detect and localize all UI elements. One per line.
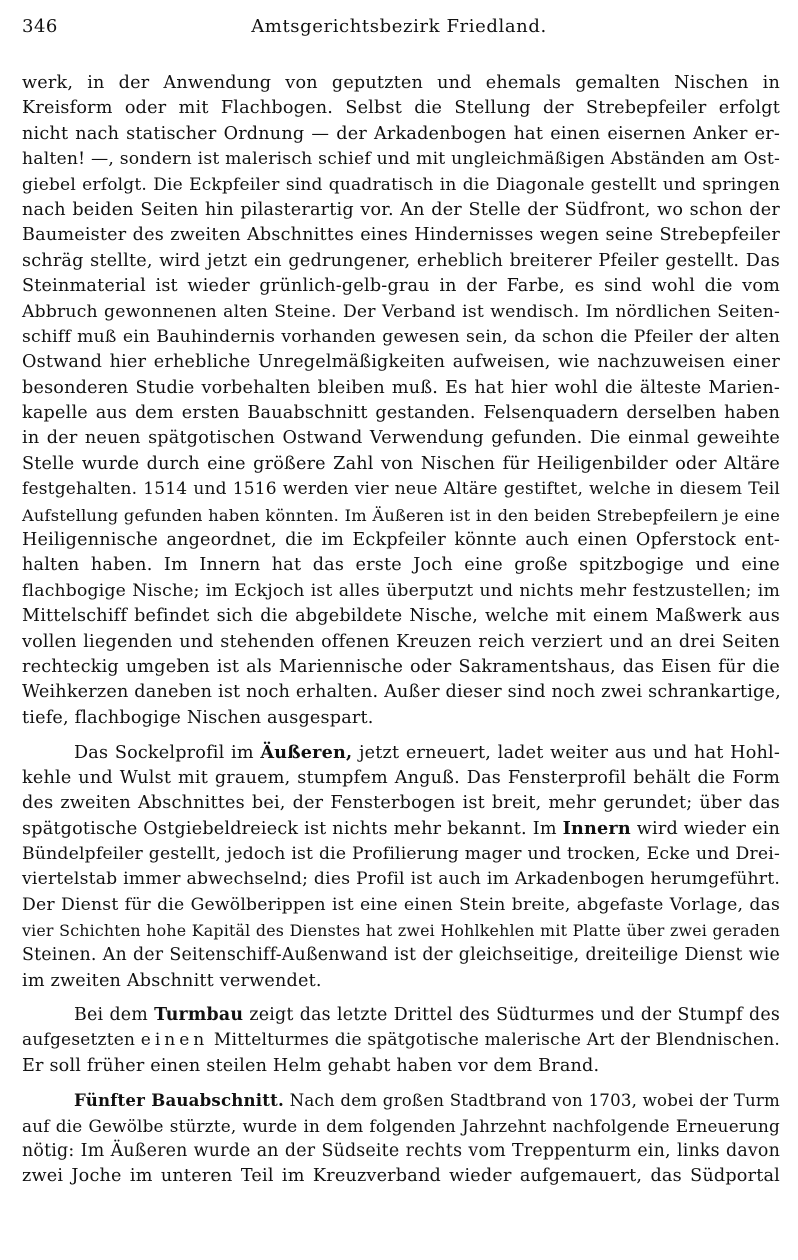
emphasis-innern: Innern [562,818,631,840]
text-line: nach beiden Seiten hin pilasterartig vor. An der Stelle der Südfront, wo schon der [22,199,780,220]
text-run: Nach dem großen Stadtbrand von 1703, wobei der Turm [284,1091,780,1111]
text-line: Steinen. An der Seitenschiff-Außenwand ist der gleichseitige, dreiteilige Dienst wie [22,945,780,966]
text-line: Mittelschiff befindet sich die abgebildete Nische, welche mit einem Maßwerk aus [22,606,780,627]
text-run: jetzt erneuert, ladet weiter aus und hat Hohl- [352,743,780,764]
text-line: Er soll früher einen steilen Helm gehabt haben vor dem Brand. [22,1055,600,1076]
text-line: Aufstellung gefunden haben könnten. Im Äußeren ist in den beiden Strebepfeilern je eine [22,505,780,525]
page-number: 346 [22,16,58,37]
text-run: Bei dem [74,1005,155,1026]
text-line: Ostwand hier erhebliche Unregelmäßigkeiten aufweisen, wie nachzuweisen einer [22,352,780,373]
text-line: Kreisform oder mit Flachbogen. Selbst die Stellung der Strebepfeiler erfolgt [22,98,780,119]
text-line [22,1028,780,1053]
text-line: schiff muß ein Bauhindernis vorhanden gewesen sein, da schon die Pfeiler der alten [22,326,780,347]
text-line: auf die Gewölbe stürzte, wurde in dem folgenden Jahrzehnt nachfolgende Erneuerung [22,1115,780,1136]
text-line: kehle und Wulst mit grauem, stumpfem Anguß. Das Fensterprofil behält die Form [22,767,780,788]
text-line: Der Dienst für die Gewölberippen ist eine einen Stein breite, abgefaste Vorlage, das [22,894,780,915]
page-header [0,0,798,70]
section-heading-fuenfter-bauabschnitt: Fünfter Bauabschnitt. [74,1090,285,1111]
text-line [22,740,780,765]
text-line [22,816,780,841]
text-line: Weihkerzen daneben ist noch erhalten. Außer dieser sind noch zwei schrankartige, [22,682,781,703]
text-line [22,1003,780,1028]
text-line: in der neuen spätgotischen Ostwand Verwendung gefunden. Die einmal geweihte [22,428,780,449]
text-line: flachbogige Nische; im Eckjoch ist alles überputzt und nichts mehr festzustellen; im [22,580,780,601]
text-line: vollen liegenden und stehenden offenen Kreuzen reich verziert und an drei Seiten [22,631,780,652]
text-line: Baumeister des zweiten Abschnittes eines Hindernisses wegen seine Strebepfeiler [22,225,780,246]
text-line: schräg stellte, wird jetzt ein gedrungener, erheblich breiterer Pfeiler gestellt. Das [22,250,780,271]
emphasis-einen: einen [140,1030,209,1051]
text-run: wird wieder ein [630,819,780,840]
body-text [22,71,780,1190]
text-line: Bündelpfeiler gestellt, jedoch ist die Profilierung mager und trocken, Ecke und Drei- [22,843,780,864]
text-line [22,1088,780,1113]
paragraph-2 [22,740,780,994]
text-line: zwei Joche im unteren Teil im Kreuzverband wieder aufgemauert, das Südportal [22,1166,780,1187]
text-line: festgehalten. 1514 und 1516 werden vier neue Altäre gestiftet, welche in diesem Teil [22,479,780,500]
text-run: Das Sockelprofil im [74,743,261,764]
text-line: im zweiten Abschnitt verwendet. [22,970,322,991]
text-line: besonderen Studie vorbehalten bleiben muß. Es hat hier wohl die älteste Marien- [22,377,780,398]
text-line: werk, in der Anwendung von geputzten und ehemals gemalten Nischen in [22,73,780,93]
text-line: nötig: Im Äußeren wurde an der Südseite rechts vom Treppenturm ein, links davon [22,1141,780,1162]
text-line: halten! —, sondern ist malerisch schief und mit ungleichmäßigen Abständen am Ost- [22,149,780,170]
text-line: giebel erfolgt. Die Eckpfeiler sind quadratisch in die Diagonale gestellt und springen [22,174,780,195]
text-line: Steinmaterial ist wieder grünlich-gelb-grau in der Farbe, es sind wohl die vom [22,276,780,297]
running-title: Amtsgerichtsbezirk Friedland. [251,16,547,37]
text-line: viertelstab immer abwechselnd; dies Profil ist auch im Arkadenbogen herumgeführt. [22,869,780,890]
text-run: zeigt das letzte Drittel des Südturmes und der Stumpf des [243,1005,780,1026]
emphasis-turmbau: Turmbau [154,1005,244,1026]
text-line: nicht nach statischer Ordnung — der Arkadenbogen hat einen eisernen Anker er- [22,123,780,144]
text-line: Heiligennische angeordnet, die im Eckpfeiler könnte auch einen Opferstock ent- [22,530,780,551]
paragraph-4 [22,1088,780,1190]
paragraph-3 [22,1003,780,1079]
text-run: aufgesetzten [22,1030,141,1051]
text-line: kapelle aus dem ersten Bauabschnitt gestanden. Felsenquadern derselben haben [22,403,780,424]
emphasis-aeusseren: Äußeren, [260,742,353,764]
text-line: halten haben. Im Innern hat das erste Joch eine große spitzbogige und eine [22,555,780,576]
paragraph-1 [22,71,780,731]
text-line: Abbruch gewonnenen alten Steine. Der Verband ist wendisch. Im nördlichen Seiten- [22,301,780,322]
text-line: rechteckig umgeben ist als Mariennische oder Sakramentshaus, das Eisen für die [22,656,780,677]
text-run: spätgotische Ostgiebeldreieck ist nichts mehr bekannt. Im [22,819,563,840]
text-line: tiefe, flachbogige Nischen ausgespart. [22,707,374,728]
text-run: Mittelturmes die spätgotische malerische Art der Blendnischen. [208,1030,780,1051]
text-line: Stelle wurde durch eine größere Zahl von Nischen für Heiligenbilder oder Altäre [22,453,780,474]
text-line: des zweiten Abschnittes bei, der Fensterbogen ist breit, mehr gerundet; über das [22,792,780,813]
text-line: vier Schichten hohe Kapitäl des Dienstes hat zwei Hohlkehlen mit Platte über zwei geraden [22,920,780,940]
